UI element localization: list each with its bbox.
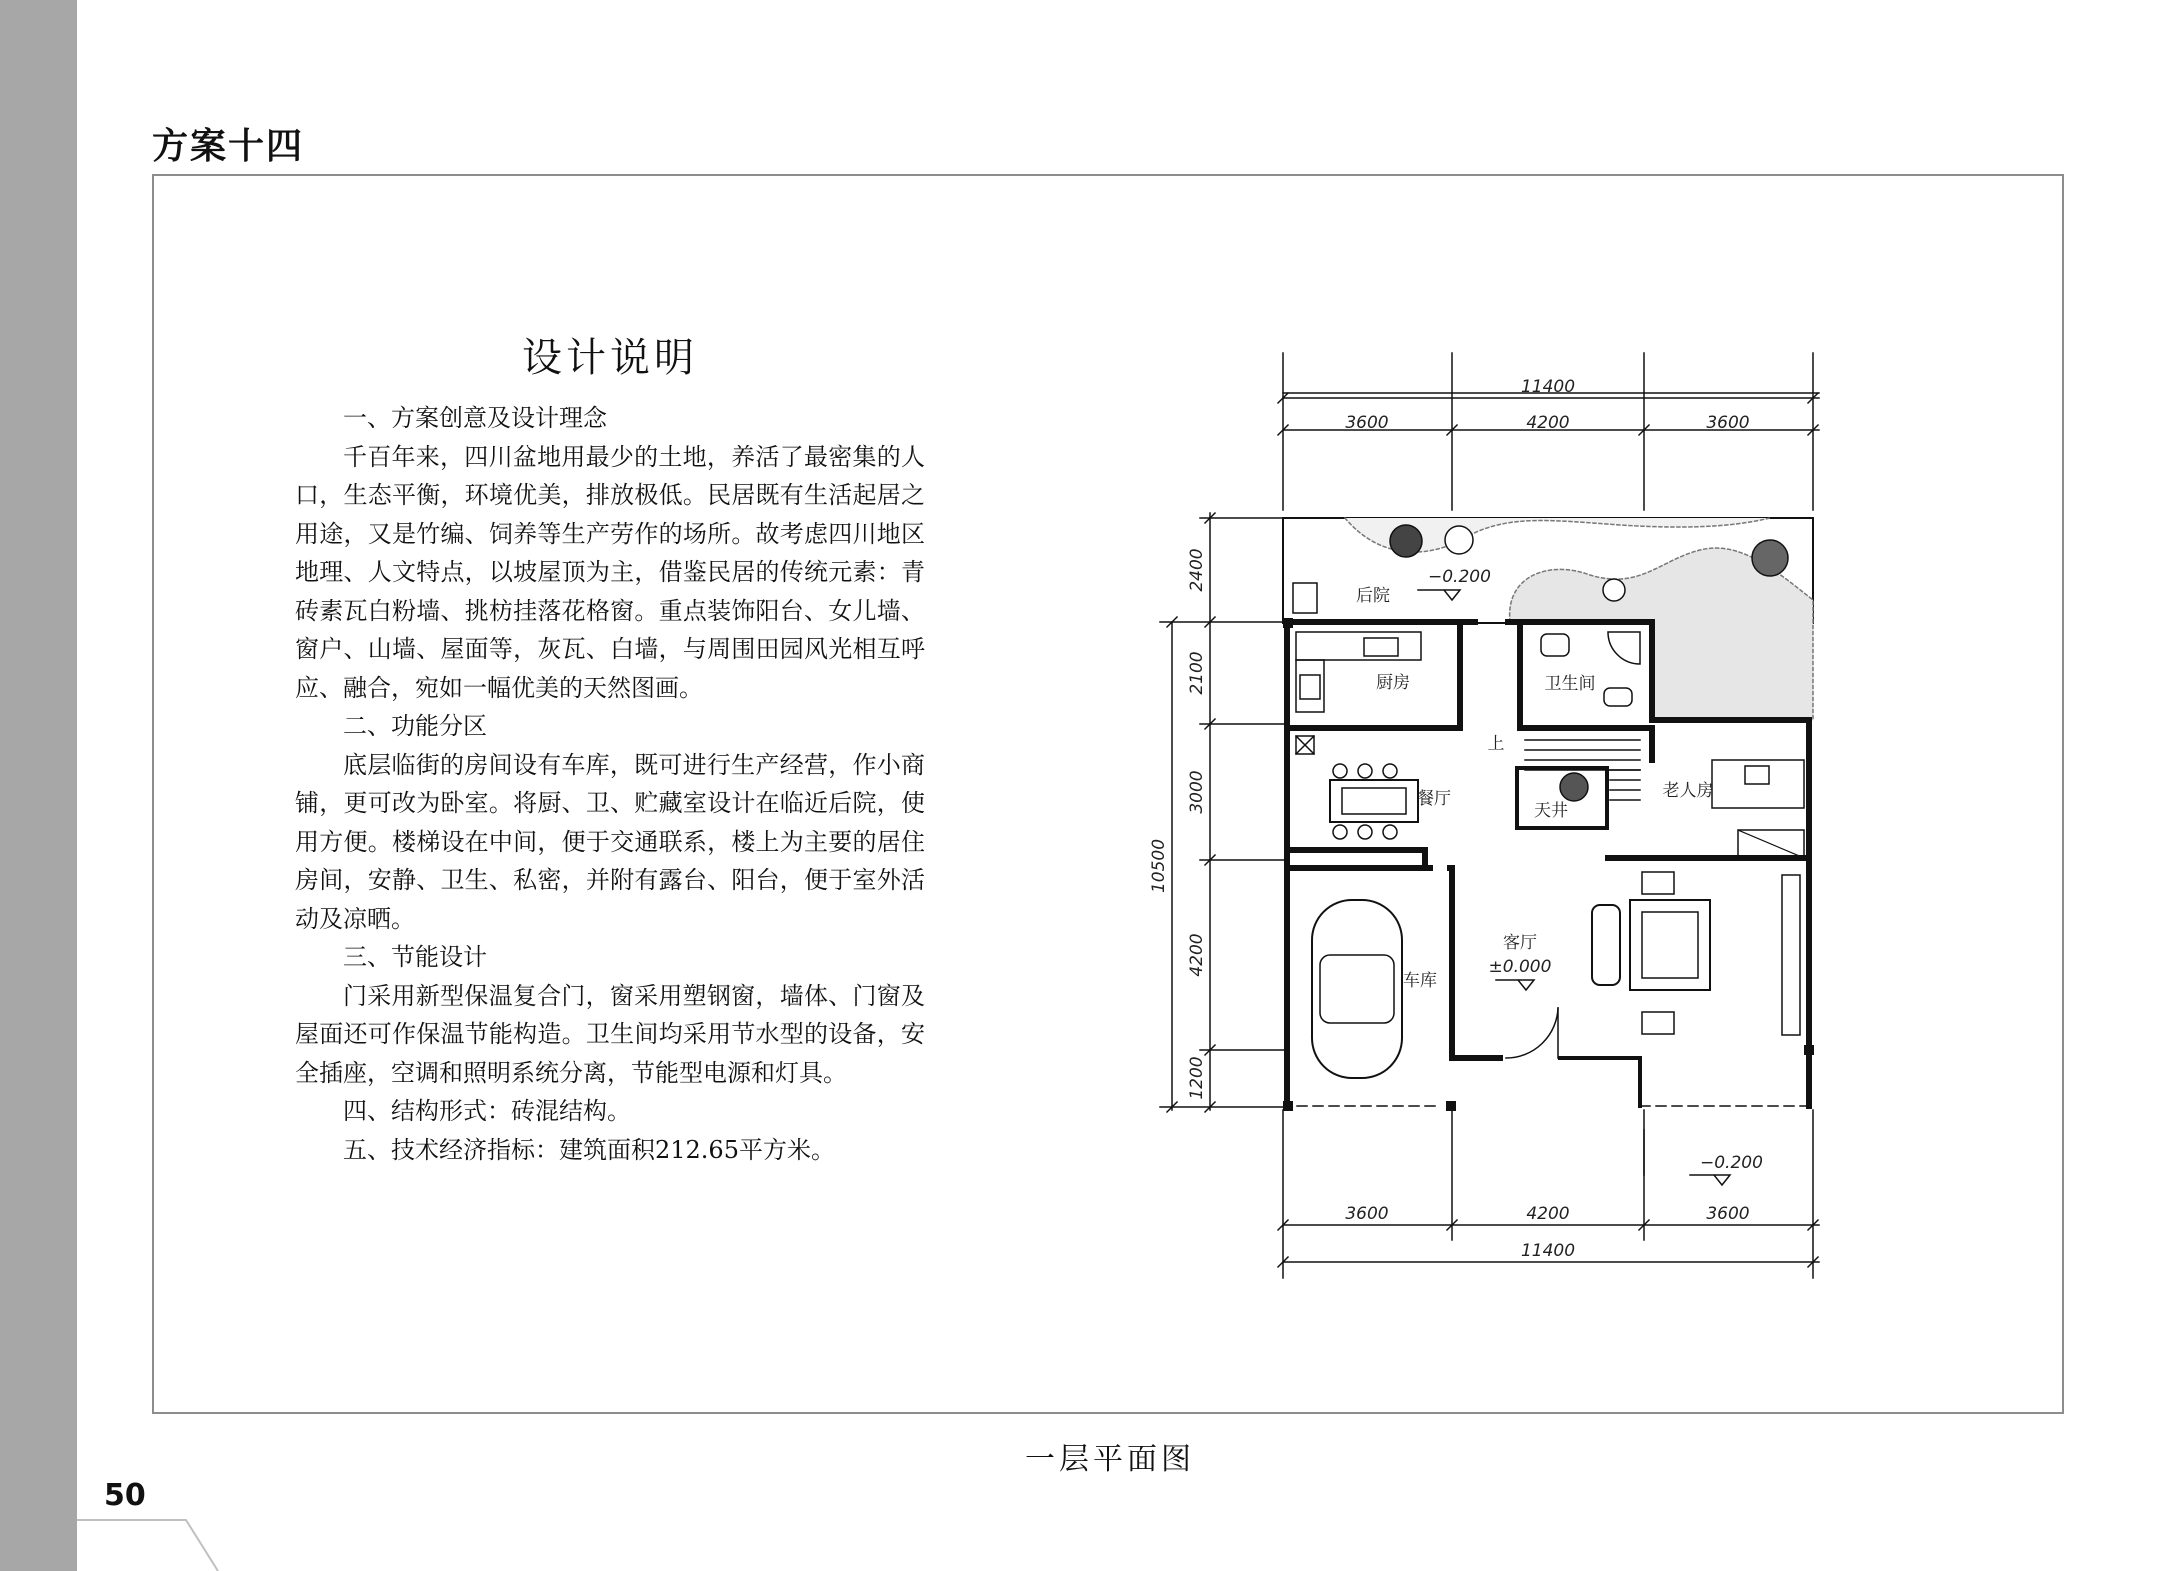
shrub-icon xyxy=(1752,540,1788,576)
tv-cabinet xyxy=(1782,875,1800,1035)
room-label-bathroom: 卫生间 xyxy=(1544,674,1596,694)
page-number: 50 xyxy=(104,1478,146,1513)
room-label-kitchen: 厨房 xyxy=(1376,673,1410,693)
room-label-dining: 餐厅 xyxy=(1417,789,1451,809)
dim-top-total: 11400 xyxy=(1520,377,1576,397)
dim-left-seg: 2400 xyxy=(1187,548,1207,592)
room-label-living: 客厅 xyxy=(1503,933,1537,953)
dim-bottom-total: 11400 xyxy=(1520,1241,1576,1261)
kitchen xyxy=(1287,622,1460,728)
scheme-title: 方案十四 xyxy=(152,126,305,167)
bathroom xyxy=(1520,622,1652,728)
left-dimensions xyxy=(1160,513,1285,1112)
dining xyxy=(1287,736,1451,868)
courtyard xyxy=(1517,768,1607,828)
room-label-elder-room: 老人房 xyxy=(1662,781,1714,801)
room-label-backyard: 后院 xyxy=(1356,586,1390,606)
living-room xyxy=(1452,872,1809,1106)
section-heading: 四、结构形式：砖混结构。 xyxy=(343,1097,631,1125)
stove-icon xyxy=(1364,638,1398,656)
stair-up-label: 上 xyxy=(1487,734,1505,754)
section-heading: 五、技术经济指标：建筑面积212.65平方米。 xyxy=(343,1135,835,1164)
shrub-icon xyxy=(1445,526,1473,554)
dining-table xyxy=(1330,780,1418,822)
level-living: ±0.000 xyxy=(1488,957,1552,977)
dim-left-seg: 3000 xyxy=(1187,770,1207,814)
dim-bottom-seg: 4200 xyxy=(1526,1204,1570,1224)
dim-left-total: 10500 xyxy=(1149,838,1169,894)
paragraph: 门采用新型保温复合门，窗采用塑钢窗，墙体、门窗及屋面还可作保温节能构造。卫生间均采用节水型的设备，安全插座，空调和照明系统分离，节能型电源和灯具。 xyxy=(295,981,925,1087)
dim-top-seg: 3600 xyxy=(1706,413,1750,433)
dim-top-seg: 3600 xyxy=(1345,413,1389,433)
section-heading: 一、方案创意及设计理念 xyxy=(343,404,607,432)
dim-top-seg: 4200 xyxy=(1526,413,1570,433)
sofa xyxy=(1592,905,1620,985)
dim-bottom-seg: 3600 xyxy=(1706,1204,1750,1224)
toilet-icon xyxy=(1604,688,1632,706)
level-front: −0.200 xyxy=(1700,1153,1763,1173)
section-heading: 二、功能分区 xyxy=(343,712,487,740)
washbasin-icon xyxy=(1293,583,1317,613)
level-backyard: −0.200 xyxy=(1428,567,1491,587)
paragraph: 底层临街的房间设有车库，既可进行生产经营，作小商铺，更可改为卧室。将厨、卫、贮藏室设计在临近后院，使用方便。楼梯设在中间，便于交通联系，楼上为主要的居住房间，安静、卫生、私密，并附有露台、阳台，便于室外活动及凉晒。 xyxy=(295,750,925,933)
plan-caption: 一层平面图 xyxy=(1025,1442,1195,1477)
plant-icon xyxy=(1560,773,1588,801)
shrub-icon xyxy=(1390,525,1422,557)
washbasin-icon xyxy=(1541,634,1569,656)
shower-icon xyxy=(1608,632,1640,664)
dim-bottom-seg: 3600 xyxy=(1345,1204,1389,1224)
dim-left-seg: 4200 xyxy=(1187,933,1207,977)
dim-left-seg: 2100 xyxy=(1187,651,1207,695)
car-icon xyxy=(1312,900,1402,1078)
elder-room xyxy=(1608,728,1809,858)
paragraph: 千百年来，四川盆地用最少的土地，养活了最密集的人口，生态平衡，环境优美，排放极低。民居既有生活起居之用途，又是竹编、饲养等生产劳作的场所。故考虑四川地区地理、人文特点，以坡屋顶为主，借鉴民居的传统元素：青砖素瓦白粉墙、挑枋挂落花格窗。重点装饰阳台、女儿墙、窗户、山墙、屋面等，灰瓦、白墙，与周围田园风光相互呼应、融合，宛如一幅优美的天然图画。 xyxy=(295,442,925,702)
room-label-courtyard: 天井 xyxy=(1534,801,1568,821)
sink-icon xyxy=(1300,675,1320,699)
shrub-icon xyxy=(1603,579,1625,601)
room-label-garage: 车库 xyxy=(1403,971,1437,991)
dim-left-seg: 1200 xyxy=(1187,1056,1207,1100)
design-title: 设计说明 xyxy=(522,335,698,381)
section-heading: 三、节能设计 xyxy=(343,943,487,971)
garage xyxy=(1287,868,1452,1106)
